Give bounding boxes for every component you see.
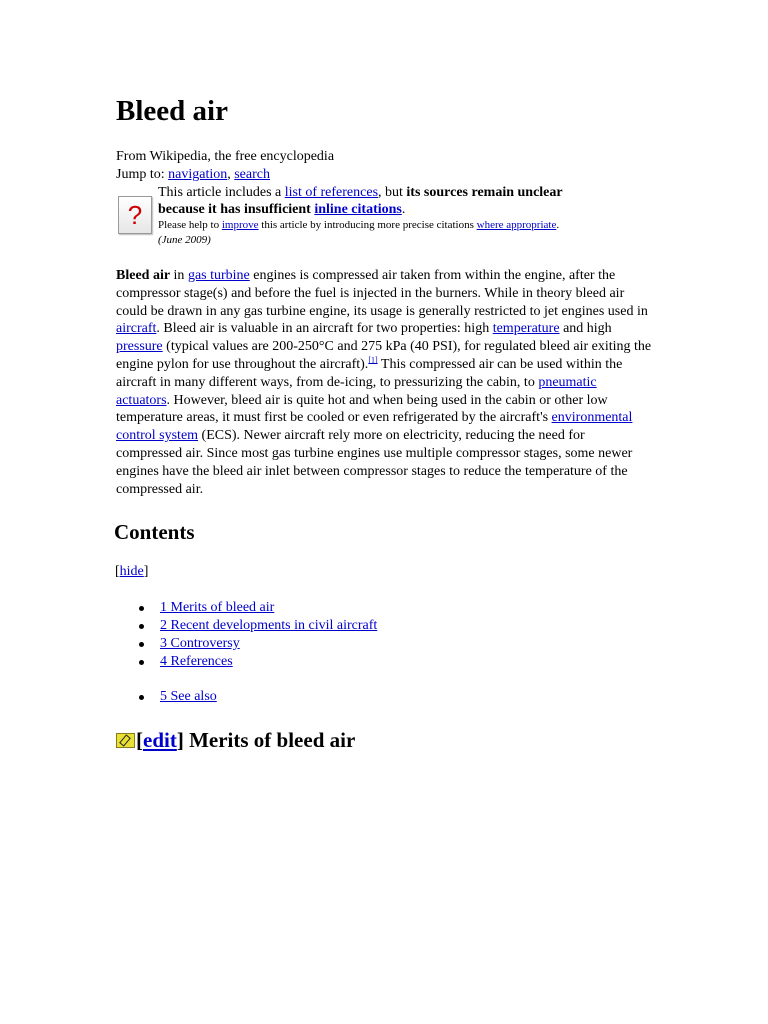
edit-pencil-icon: [116, 733, 135, 748]
paragraph-text: This compressed air can be used within the aircraft in many different ways, from de-icing, to pressurizing the cabin, to: [116, 356, 623, 390]
jump-search-link[interactable]: search: [234, 167, 270, 182]
notice-date: (June 2009): [158, 234, 211, 246]
bracket: [: [136, 728, 143, 752]
list-of-references-link[interactable]: list of references: [284, 185, 379, 200]
contents-heading: Contents: [114, 520, 195, 544]
toc-link-controversy[interactable]: 3 Controversy: [160, 636, 240, 651]
notice-line-3: [158, 218, 638, 233]
toc-item: [126, 599, 377, 617]
notice-text: .: [556, 219, 560, 231]
jump-separator: ,: [227, 167, 235, 182]
paragraph-text: engines is compressed air taken from within the engine, after the compressor stage(s) and before the fuel is injected in the burners. While in theory bleed air could be drawn in any gas turbine engine, its usage is generally restricted to jet engines used in: [116, 268, 648, 319]
toc-link-recent-developments[interactable]: 2 Recent developments in civil aircraft: [160, 618, 378, 633]
toc-list-continued: [126, 688, 217, 706]
toc-link-references[interactable]: 4 References: [160, 654, 233, 669]
toc-hide-link[interactable]: hide: [119, 564, 144, 579]
toc-item: [126, 653, 377, 671]
toc-item: [126, 617, 377, 635]
pneumatic-actuators-link[interactable]: pneumatic actuators: [116, 374, 597, 408]
article-term: Bleed air: [116, 268, 171, 283]
temperature-link[interactable]: temperature: [492, 321, 560, 337]
notice-text: Please help to: [158, 219, 222, 231]
toc-link-see-also[interactable]: 5 See also: [160, 689, 217, 704]
toc-toggle: [115, 563, 148, 580]
paragraph-text: . Bleed air is valuable in an aircraft for two properties: high: [156, 321, 493, 337]
jump-to-label: Jump to:: [116, 167, 165, 182]
where-appropriate-link[interactable]: where appropriate: [476, 219, 557, 231]
reference-1-link[interactable]: [1]: [368, 355, 378, 365]
question-mark-icon: ?: [118, 196, 152, 234]
paragraph-text: and high: [559, 321, 612, 337]
notice-line-1: [158, 184, 638, 201]
paragraph-text: (ECS). Newer aircraft rely more on electricity, reducing the need for compressed air. Since most gas turbine engines use multiple compressor stages, some newer engines have the bleed air inlet between compressor stages to reduce the temperature of the compressed air.: [116, 428, 633, 497]
pressure-link[interactable]: pressure: [116, 339, 163, 355]
paragraph-text: (typical values are 200-250°C and 275 kPa (40 PSI), for regulated bleed air exiting the engine pylon for use throughout the aircraft).: [116, 339, 652, 372]
notice-bold-text: its sources remain unclear: [406, 185, 563, 200]
toc-link-merits[interactable]: 1 Merits of bleed air: [160, 600, 275, 615]
toc-list: [126, 599, 377, 671]
toc-item: [126, 688, 217, 706]
section-heading: [116, 726, 355, 754]
notice-bold-text: because it has insufficient: [158, 202, 315, 217]
notice-text: .: [401, 202, 406, 217]
jump-to-line: [116, 166, 270, 183]
toc-item: [126, 635, 377, 653]
page-title: Bleed air: [116, 95, 228, 127]
notice-text: this article by introducing more precise citations: [258, 219, 477, 231]
intro-paragraph: [116, 267, 652, 498]
section-title: Merits of bleed air: [183, 728, 356, 752]
improve-link[interactable]: improve: [221, 219, 259, 231]
inline-citations-link[interactable]: inline citations: [314, 202, 402, 217]
environmental-control-system-link[interactable]: environmental control system: [116, 410, 633, 444]
bracket: ]: [143, 564, 149, 579]
jump-navigation-link[interactable]: navigation: [168, 167, 228, 182]
bracket: [: [115, 564, 120, 579]
citation-notice: [158, 184, 638, 248]
aircraft-link[interactable]: aircraft: [116, 321, 157, 337]
notice-text: , but: [378, 185, 407, 200]
paragraph-text: in: [170, 268, 188, 283]
paragraph-text: . However, bleed air is quite hot and when being used in the cabin or other low temperature areas, it must first be cooled or even refrigerated by the aircraft's: [116, 392, 608, 426]
bracket: ]: [176, 728, 184, 752]
notice-line-2: [158, 201, 638, 218]
notice-text: This article includes a: [158, 185, 285, 200]
gas-turbine-link[interactable]: gas turbine: [187, 268, 250, 283]
tagline: From Wikipedia, the free encyclopedia: [116, 149, 335, 164]
edit-section-link[interactable]: edit: [143, 728, 177, 752]
